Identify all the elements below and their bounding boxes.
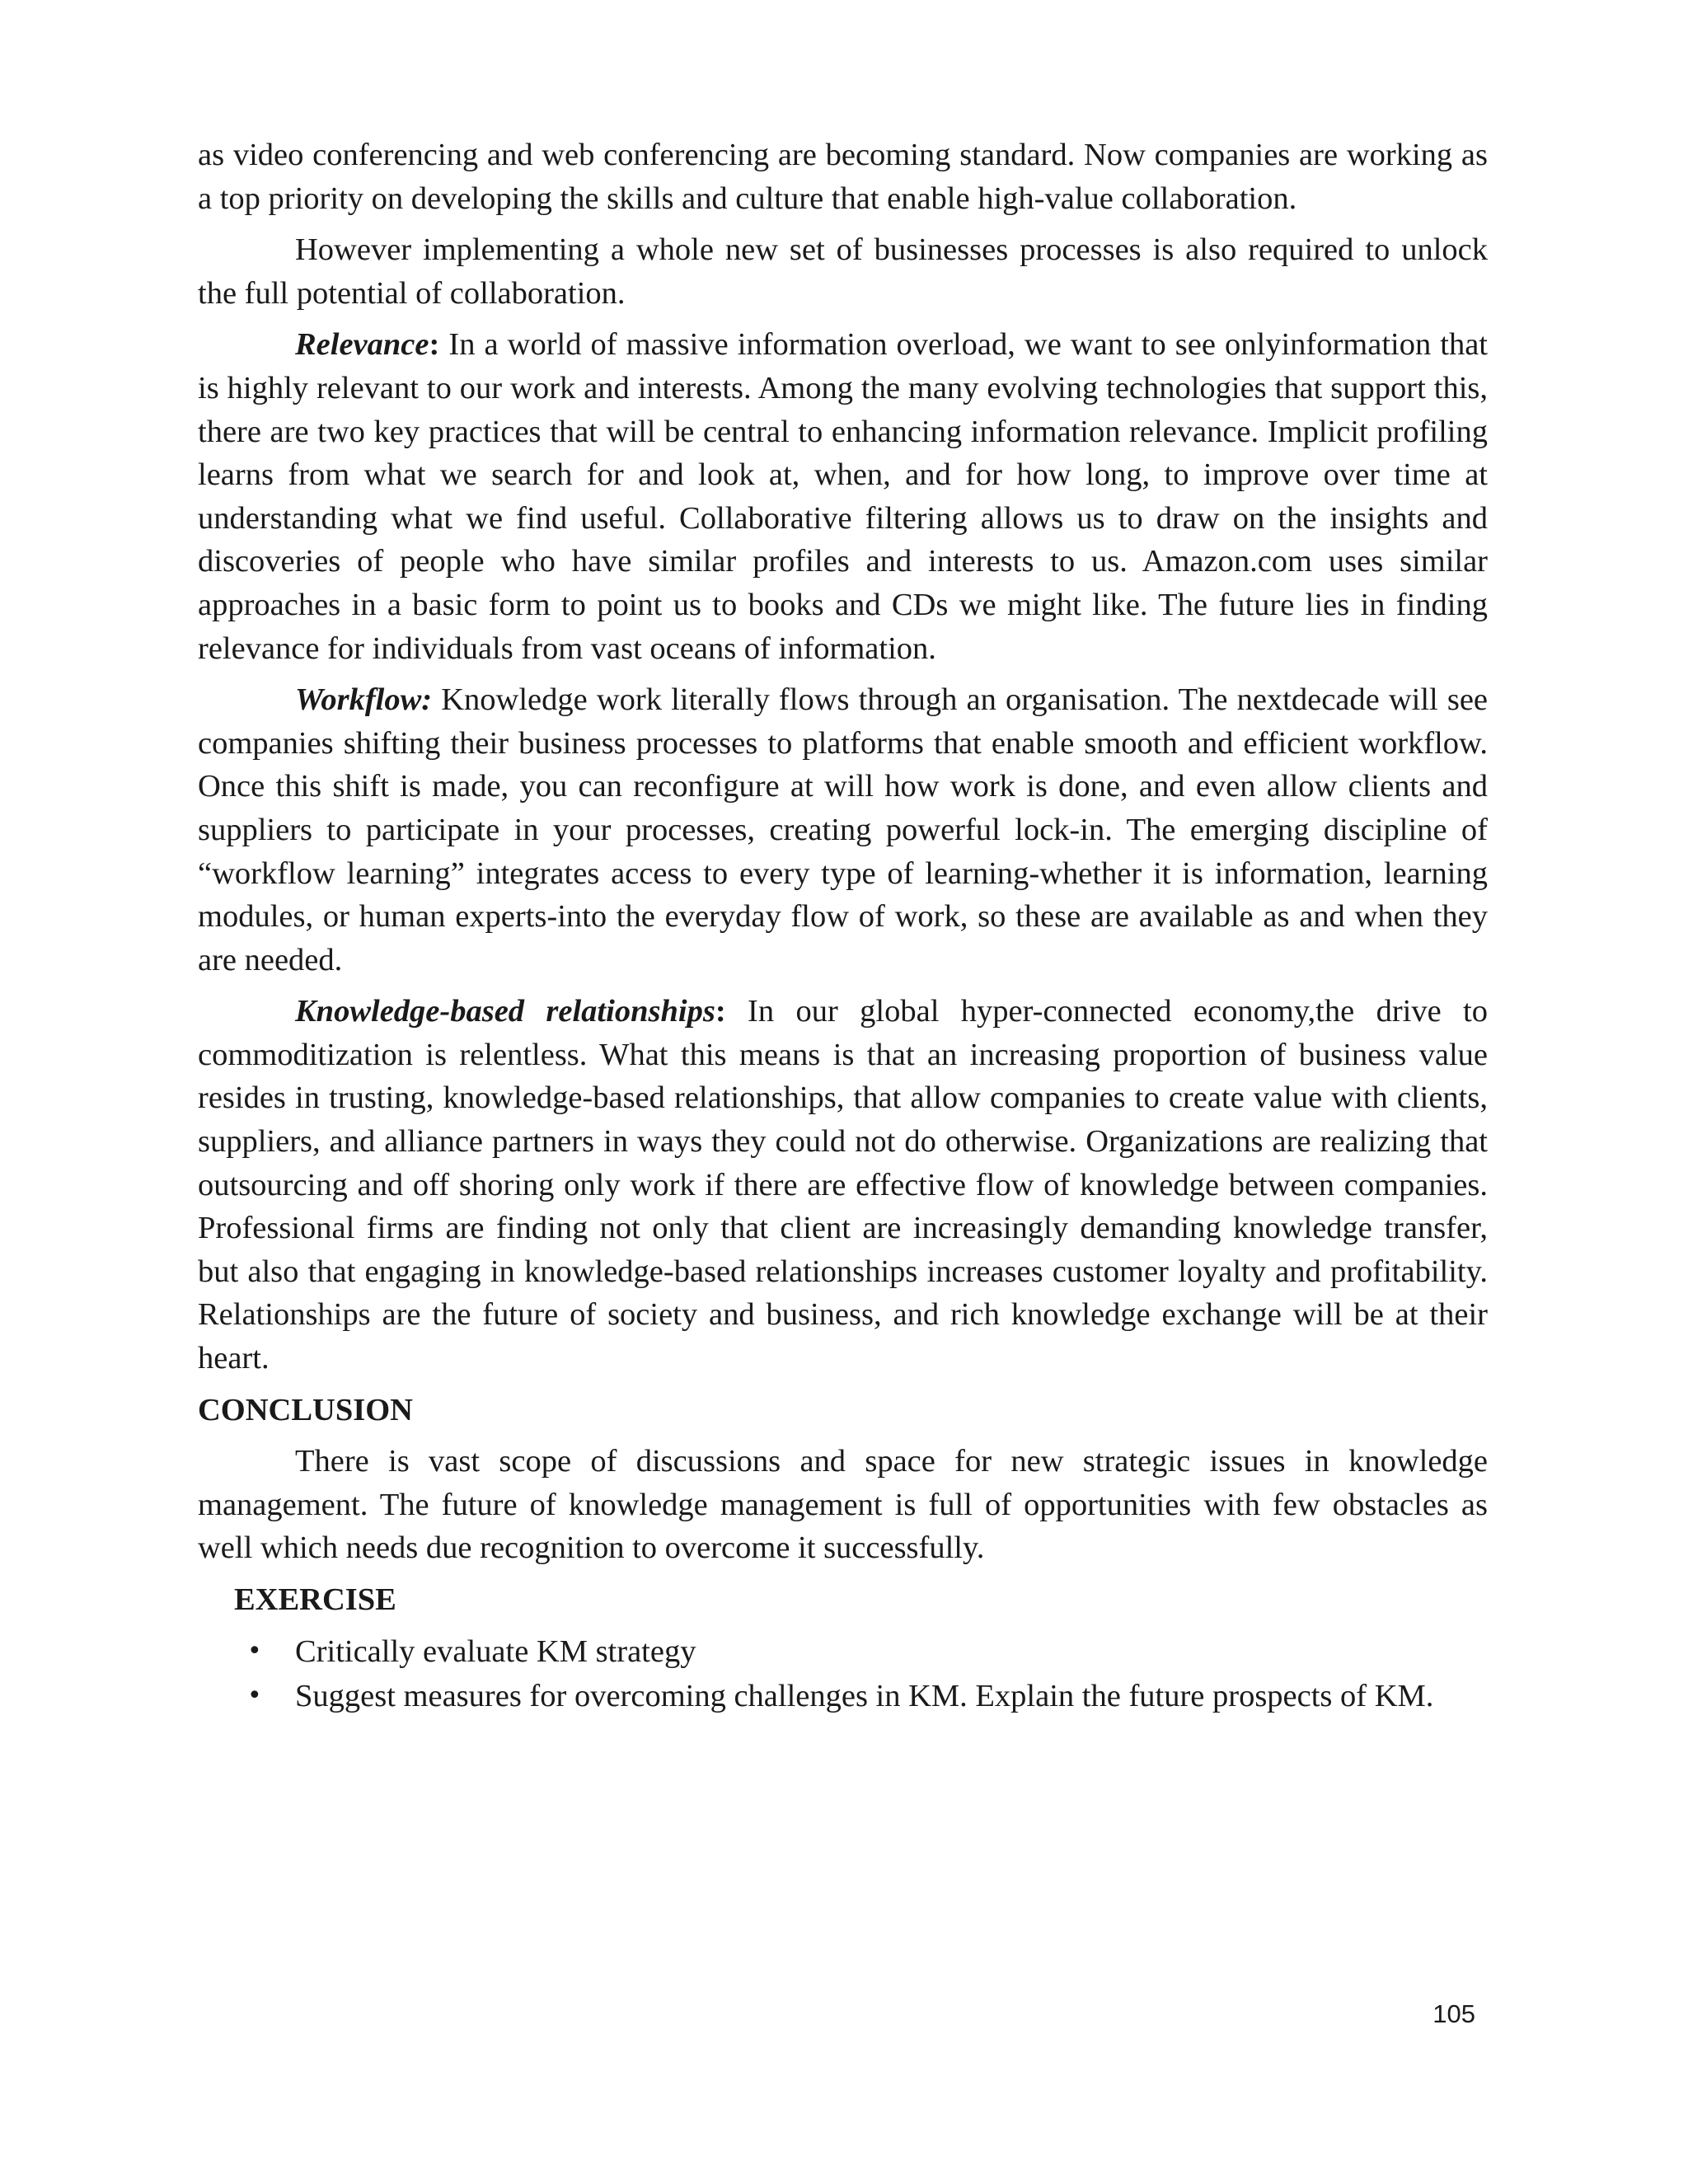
exercise-heading: EXERCISE (234, 1582, 396, 1617)
paragraph-business-processes: However implementing a whole new set of businesses processes is also required to unlock the full potential of collaboration. (198, 232, 1488, 311)
page-number: 105 (1432, 1999, 1475, 2028)
workflow-lead-term: Workflow: (295, 682, 433, 718)
relevance-colon: : (429, 327, 440, 363)
conclusion-heading: CONCLUSION (198, 1392, 413, 1427)
paragraph-conclusion: There is vast scope of discussions and space for new strategic issues in knowledge management. The future of knowledge management is full of opportunities with few obstacles as well which needs due recognition to overcome it successfully. (198, 1444, 1488, 1566)
relevance-text: In a world of massive information overload, we want to see onlyinformation that is highly relevant to our work and interests. Among the many evolving technologies that support this, there are two key practices that will be central to enhancing information relevance. Implicit profiling learns from what we search for and look at, when, and for how long, to improve over time at understanding what we find useful. Collaborative filtering allows us to draw on the insights and discoveries of people who have similar profiles and interests to us. Amazon.com uses similar approaches in a basic form to point us to books and CDs we might like. The future lies in finding relevance for individuals from vast oceans of information. (198, 327, 1488, 666)
page-content (198, 134, 1488, 1720)
paragraph-knowledge-relationships (198, 990, 1488, 1380)
bullet-icon: • (247, 1681, 262, 1711)
relationships-text: In our global hyper-connected economy,the drive to commoditization is relentless. What this means is that an increasing proportion of business value resides in trusting, knowledge-based relationships, that allow companies to create value with clients, suppliers, and alliance partners in ways they could not do otherwise. Organizations are realizing that outsourcing and off shoring only work if there are effective flow of knowledge between companies. Professional firms are finding not only that client are increasingly demanding knowledge transfer, but also that engaging in knowledge-based relationships increases customer loyalty and profitability. Relationships are the future of society and business, and rich knowledge exchange will be at their heart. (198, 994, 1488, 1376)
workflow-text: Knowledge work literally flows through an organisation. The nextdecade will see companies shifting their business processes to platforms that enable smooth and efficient workflow. Once this shift is made, you can reconfigure at will how work is done, and even allow clients and suppliers to participate in your processes, creating powerful lock-in. The emerging discipline of “workflow learning” integrates access to every type of learning-whether it is information, learning modules, or human experts-into the everyday flow of work, so these are available as and when they are needed. (198, 682, 1488, 977)
exercise-list (198, 1630, 1488, 1718)
exercise-item (198, 1675, 1488, 1718)
relationships-colon: : (715, 994, 726, 1029)
paragraph-collaboration-continued: as video conferencing and web conferencing are becoming standard. Now companies are working as a top priority on developing the skills and culture that enable high-value collaboration. (198, 138, 1488, 216)
exercise-item-text: Critically evaluate KM strategy (295, 1633, 696, 1669)
bullet-icon: • (247, 1636, 262, 1666)
exercise-item (198, 1630, 1488, 1674)
relationships-lead-term: Knowledge-based relationships (295, 994, 715, 1029)
paragraph-relevance (198, 323, 1488, 670)
exercise-item-text: Suggest measures for overcoming challenges in KM. Explain the future prospects of KM. (295, 1679, 1434, 1714)
relevance-lead-term: Relevance (295, 327, 429, 363)
paragraph-workflow (198, 678, 1488, 982)
